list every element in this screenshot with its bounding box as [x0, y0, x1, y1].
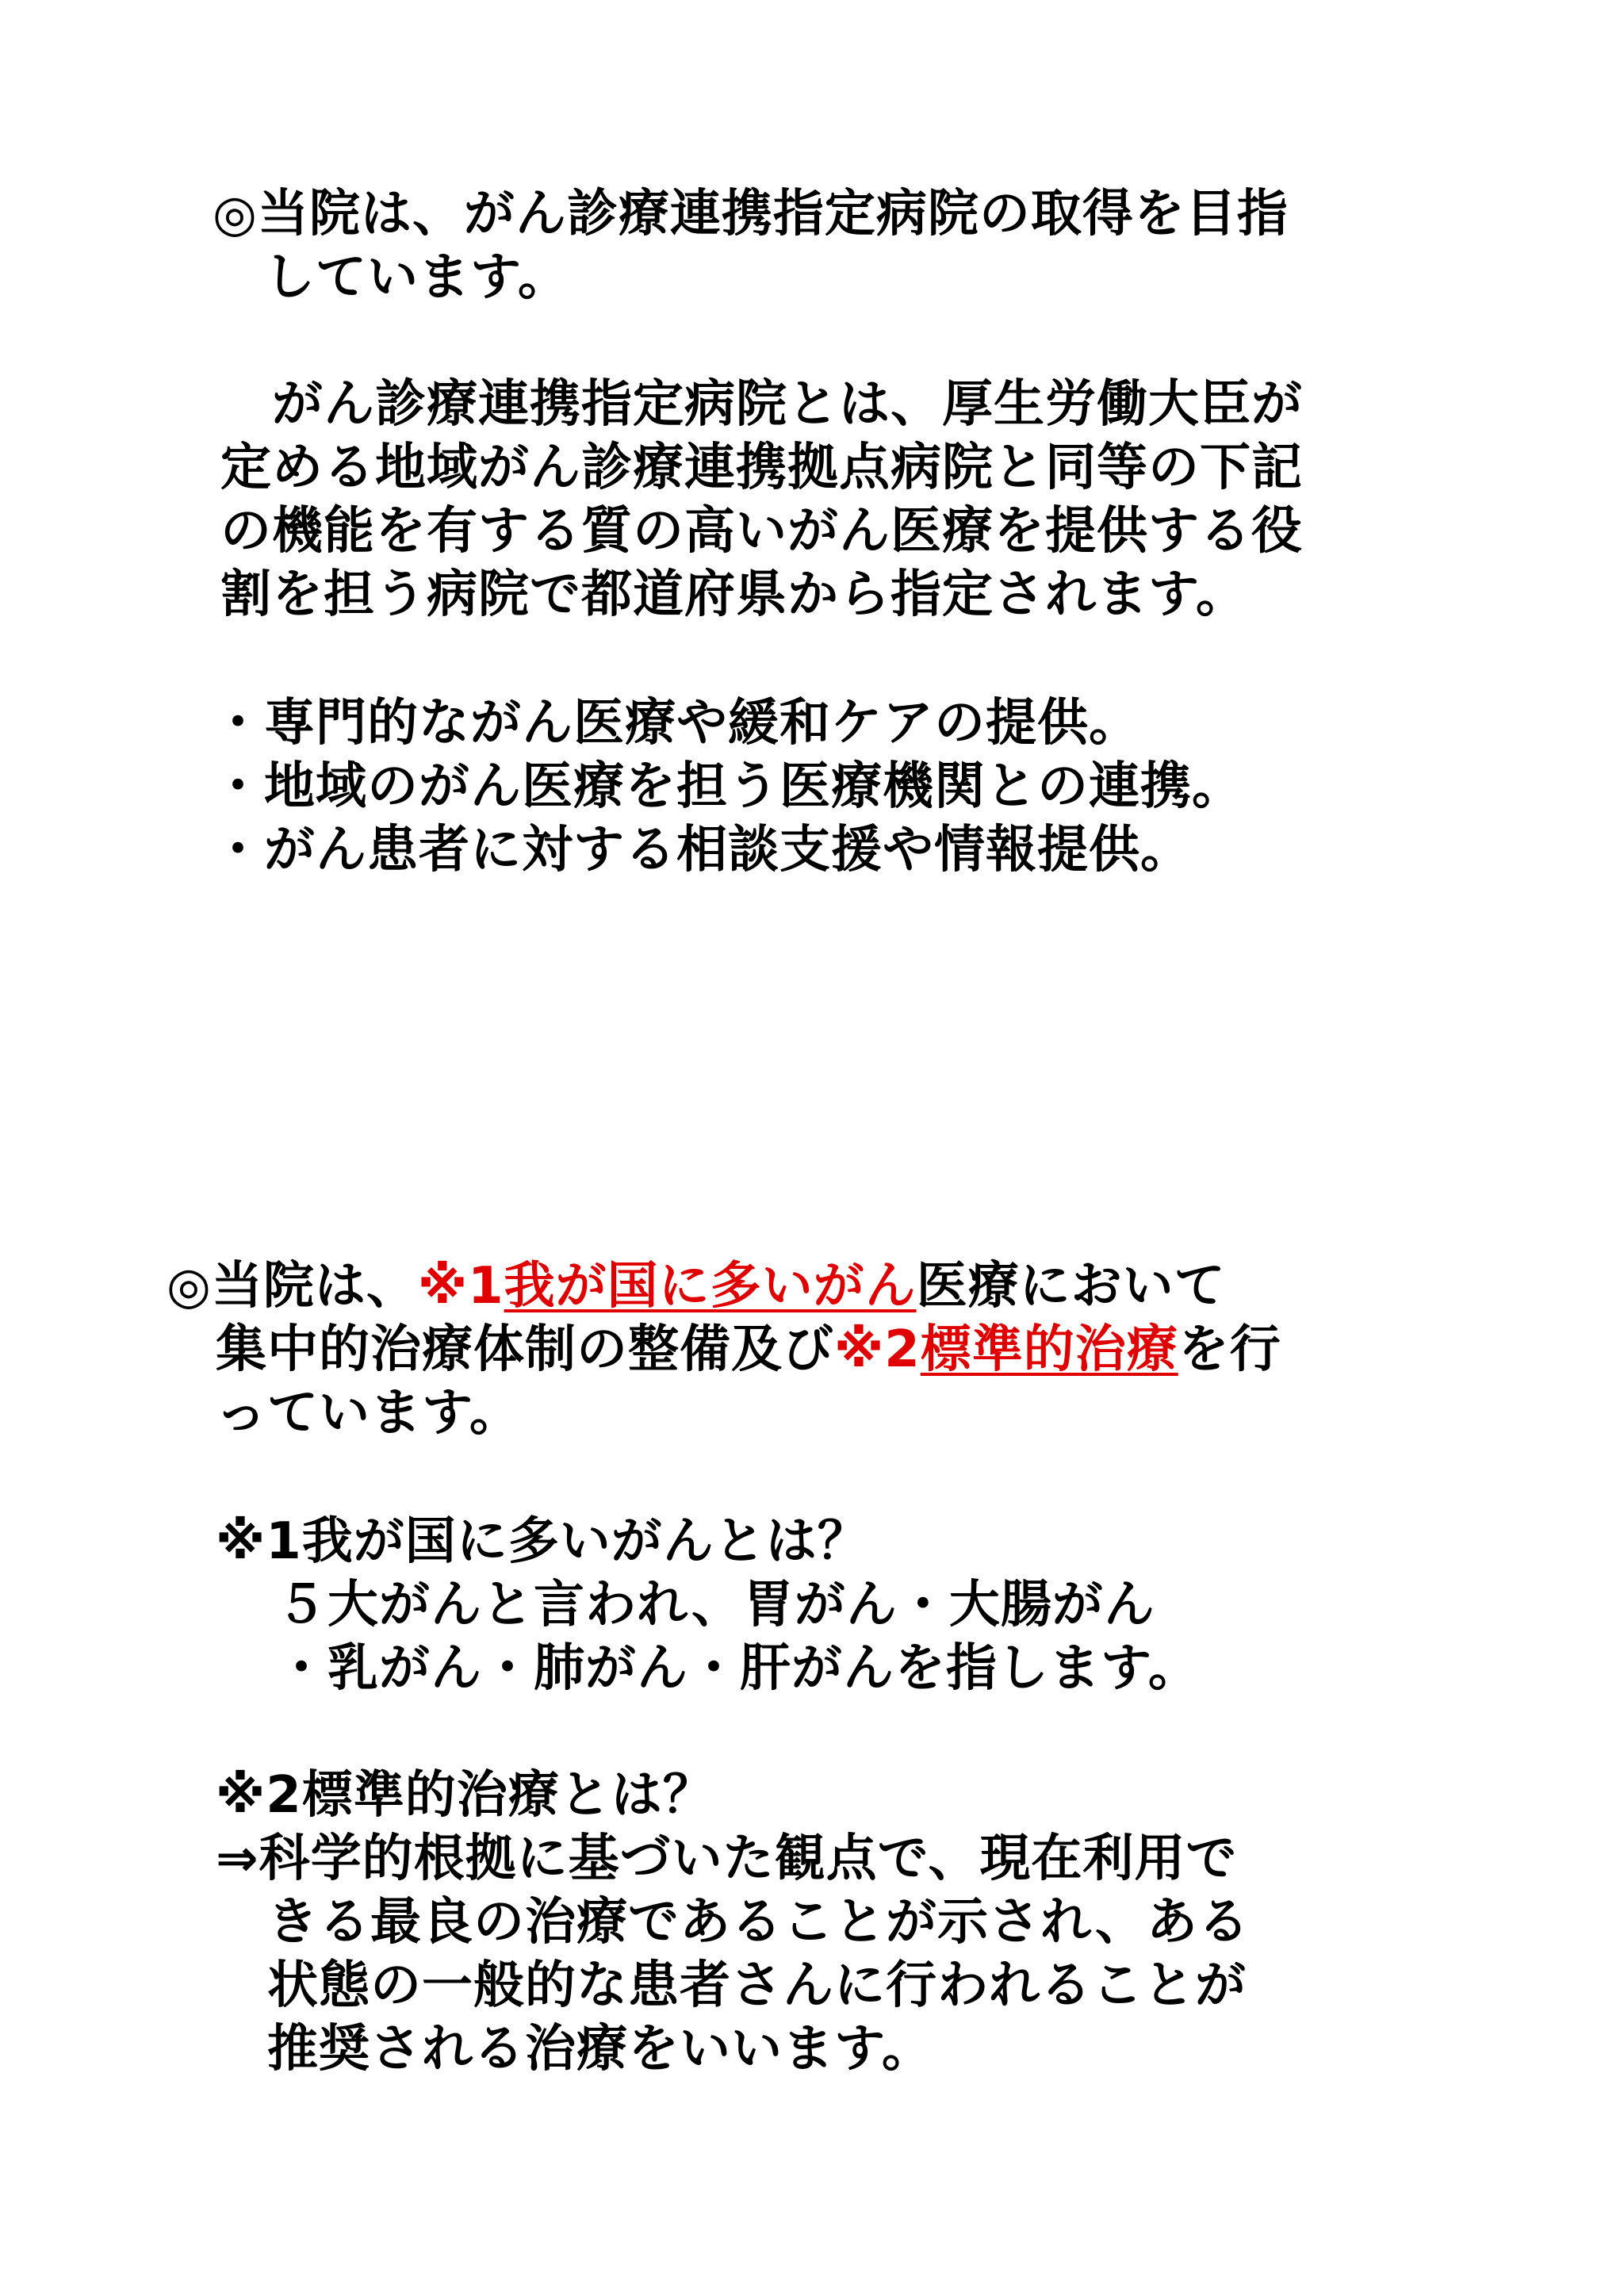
- note1-line2: ・乳がん・肺がん・肝がんを指します。: [276, 1639, 1200, 1698]
- section2-line2-prefix: 集中的治療体制の整備及び: [216, 1320, 834, 1379]
- section2-line1-suffix: 医療において: [916, 1257, 1226, 1316]
- section1-definition-line2: 定める地域がん診療連携拠点病院と同等の下記: [220, 439, 1303, 497]
- note2-title: ※2標準的治療とは？: [216, 1766, 714, 1825]
- note2-line4: 推奨される治療をいいます。: [216, 2020, 933, 2079]
- note1-line1: ５大がんと言われ、胃がん・大腸がん: [276, 1576, 1155, 1634]
- section1-bullet-1: ・専門的ながん医療や緩和ケアの提供。: [213, 694, 1140, 753]
- note2-line2: きる最良の治療であることが示され、ある: [216, 1893, 1250, 1952]
- section1-definition-line3: の機能を有する質の高いがん医療を提供する役: [220, 502, 1303, 561]
- note1-title: ※1我が国に多いがんとは？: [216, 1512, 869, 1571]
- section2-line2: [216, 1320, 1281, 1379]
- section1-definition-line4: 割を担う病院で都道府県から指定されます。: [220, 565, 1247, 624]
- section2-highlight1: 我が国に多いがん: [504, 1257, 917, 1316]
- section2-line1: [167, 1257, 1226, 1316]
- section1-bullet-2: ・地域のがん医療を担う医療機関との連携。: [213, 757, 1243, 816]
- section2-line2-suffix: を行: [1178, 1320, 1281, 1379]
- section2-highlight2: 標準的治療: [920, 1320, 1178, 1379]
- note2-line3: 状態の一般的な患者さんに行われることが: [216, 1956, 1247, 2015]
- section2-ref2: ※2: [834, 1320, 921, 1379]
- section2-line1-prefix: ◎当院は、: [167, 1257, 418, 1316]
- section2-ref1: ※1: [417, 1257, 504, 1316]
- section1-heading-line1: ◎当院は、がん診療連携指定病院の取得を目指: [213, 185, 1289, 243]
- section1-bullet-3: ・がん患者に対する相談支援や情報提供。: [213, 821, 1192, 879]
- section1-definition-line1: がん診療連携指定病院とは、厚生労働大臣が: [220, 375, 1303, 434]
- section1-heading-line2: しています。: [213, 248, 569, 307]
- note2-line1: ⇒科学的根拠に基づいた観点で、現在利用で: [216, 1829, 1238, 1888]
- section2-line3: っています。: [216, 1384, 521, 1443]
